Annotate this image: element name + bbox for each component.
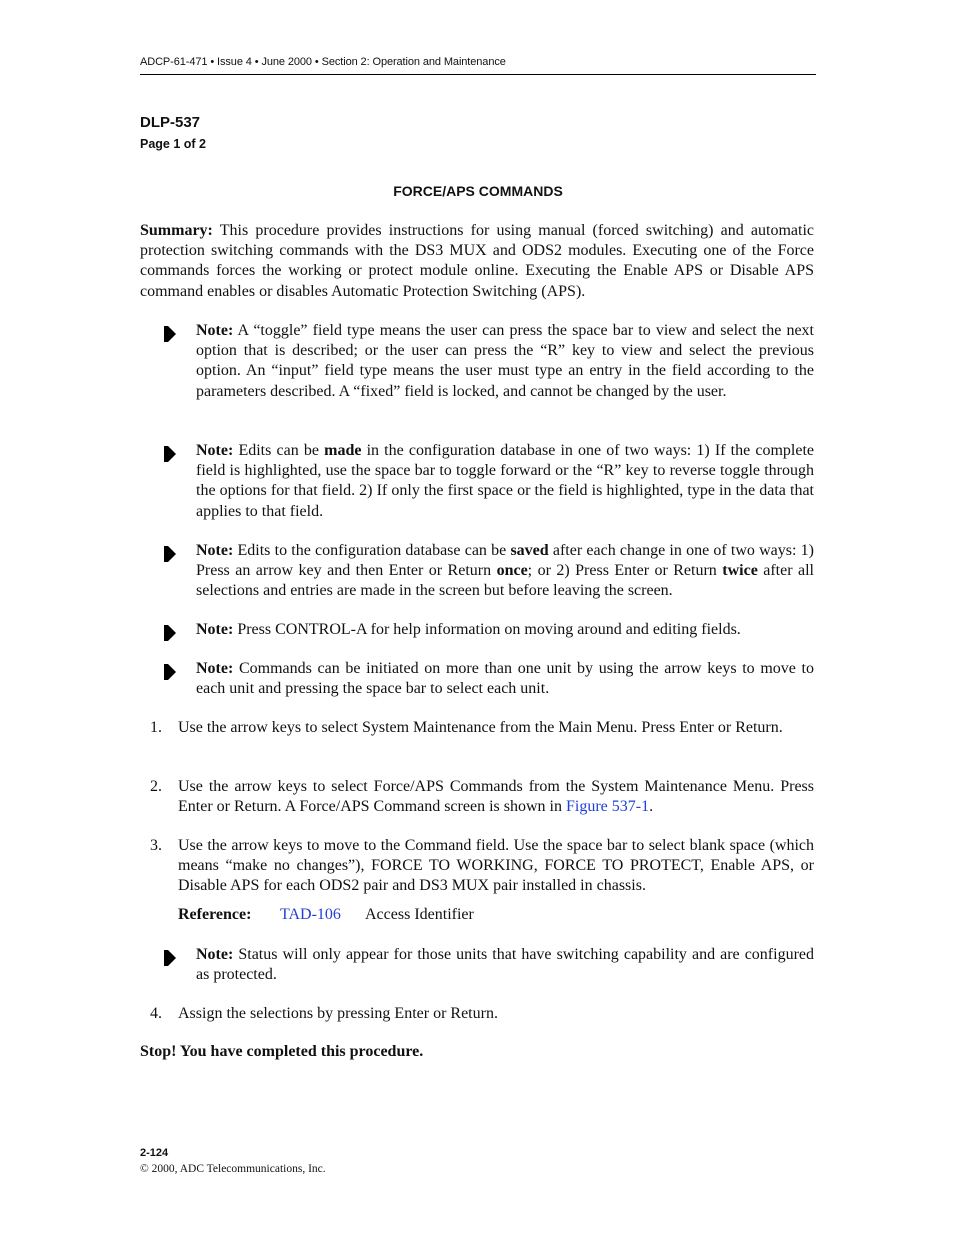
running-head: ADCP-61-471 • Issue 4 • June 2000 • Section 2: Operation and Maintenance [140,56,506,68]
note-label: Note: [196,442,234,459]
note-label: Note: [196,542,234,559]
note-text: Note: Status will only appear for those units that have switching capability and are configured as protected. [196,946,814,984]
reference-description: Access Identifier [365,906,474,923]
step-text: Use the arrow keys to select System Maintenance from the Main Menu. Press Enter or Return. [178,719,783,736]
note-label: Note: [196,946,234,963]
dlp-page-indicator: Page 1 of 2 [140,137,206,151]
procedure-complete-text: Stop! You have completed this procedure. [140,1043,424,1060]
step-number: 4. [150,1005,162,1022]
pointing-arrow-icon [163,545,177,563]
step-text: Use the arrow keys to select Force/APS Commands from the System Maintenance Menu. Press Enter or Return. A Force/APS Command screen is shown in Figure 537-1. [178,778,814,816]
reference-line [178,905,474,925]
note-text: Note: Commands can be initiated on more than one unit by using the arrow keys to move to each unit and pressing the space bar to select each unit. [196,660,814,698]
note-text: Note: A “toggle” field type means the user can press the space bar to view and select the next option that is described; or the user can press the “R” key to view and select the previous option. An “input” field type means the user must type an entry in the field according to the parameters described. A “fixed” field is locked, and cannot be changed by the user. [196,322,814,400]
pointing-arrow-icon [163,445,177,463]
procedure-title: FORCE/APS COMMANDS [393,183,563,199]
note-text: Note: Edits can be made in the configuration database in one of two ways: 1) If the complete field is highlighted, use the space bar to toggle forward or the “R” key to reverse toggle through the options for that field. 2) If only the first space or the field is highlighted, type in the data that applies to that field. [196,442,815,520]
step-number: 2. [150,778,162,795]
note-label: Note: [196,660,234,677]
header-rule [140,74,816,75]
summary-paragraph [140,221,814,302]
dlp-number: DLP-537 [140,114,201,131]
pointing-arrow-icon [163,624,177,642]
step-text: Assign the selections by pressing Enter or Return. [178,1005,498,1022]
tad-106-link[interactable]: TAD-106 [280,906,341,923]
reference-label: Reference: [178,906,252,923]
summary-label: Summary: [140,222,213,239]
note-label: Note: [196,621,234,638]
copyright: © 2000, ADC Telecommunications, Inc. [140,1163,326,1175]
step-text: Use the arrow keys to move to the Command field. Use the space bar to select blank space (which means “make no changes”), FORCE TO WORKING, FORCE TO PROTECT, Enable APS, or Disable APS for each ODS2 pair and DS3 MUX pair installed in chassis. [178,837,814,895]
step-number: 3. [150,837,162,854]
figure-537-1-link[interactable]: Figure 537-1 [565,798,650,816]
step-number: 1. [150,719,162,736]
pointing-arrow-icon [163,663,177,681]
note-label: Note: [196,322,234,339]
page-number: 2-124 [140,1147,169,1159]
pointing-arrow-icon [163,325,177,343]
pointing-arrow-icon [163,949,177,967]
note-text: Note: Press CONTROL-A for help information on moving around and editing fields. [196,621,741,638]
summary-text: This procedure provides instructions for using manual (forced switching) and automatic protection switching commands with the DS3 MUX and ODS2 modules. Executing one of the Force commands forces the working or protect module online. Executing the Enable APS or Disable APS command enables or disables Automatic Protection Switching (APS). [140,222,814,300]
note-text: Note: Edits to the configuration database can be saved after each change in one of two ways: 1) Press an arrow key and then Enter or Return once; or 2) Press Enter or Return twice after all selections and entries are made in the screen but before leaving the screen. [196,542,815,600]
